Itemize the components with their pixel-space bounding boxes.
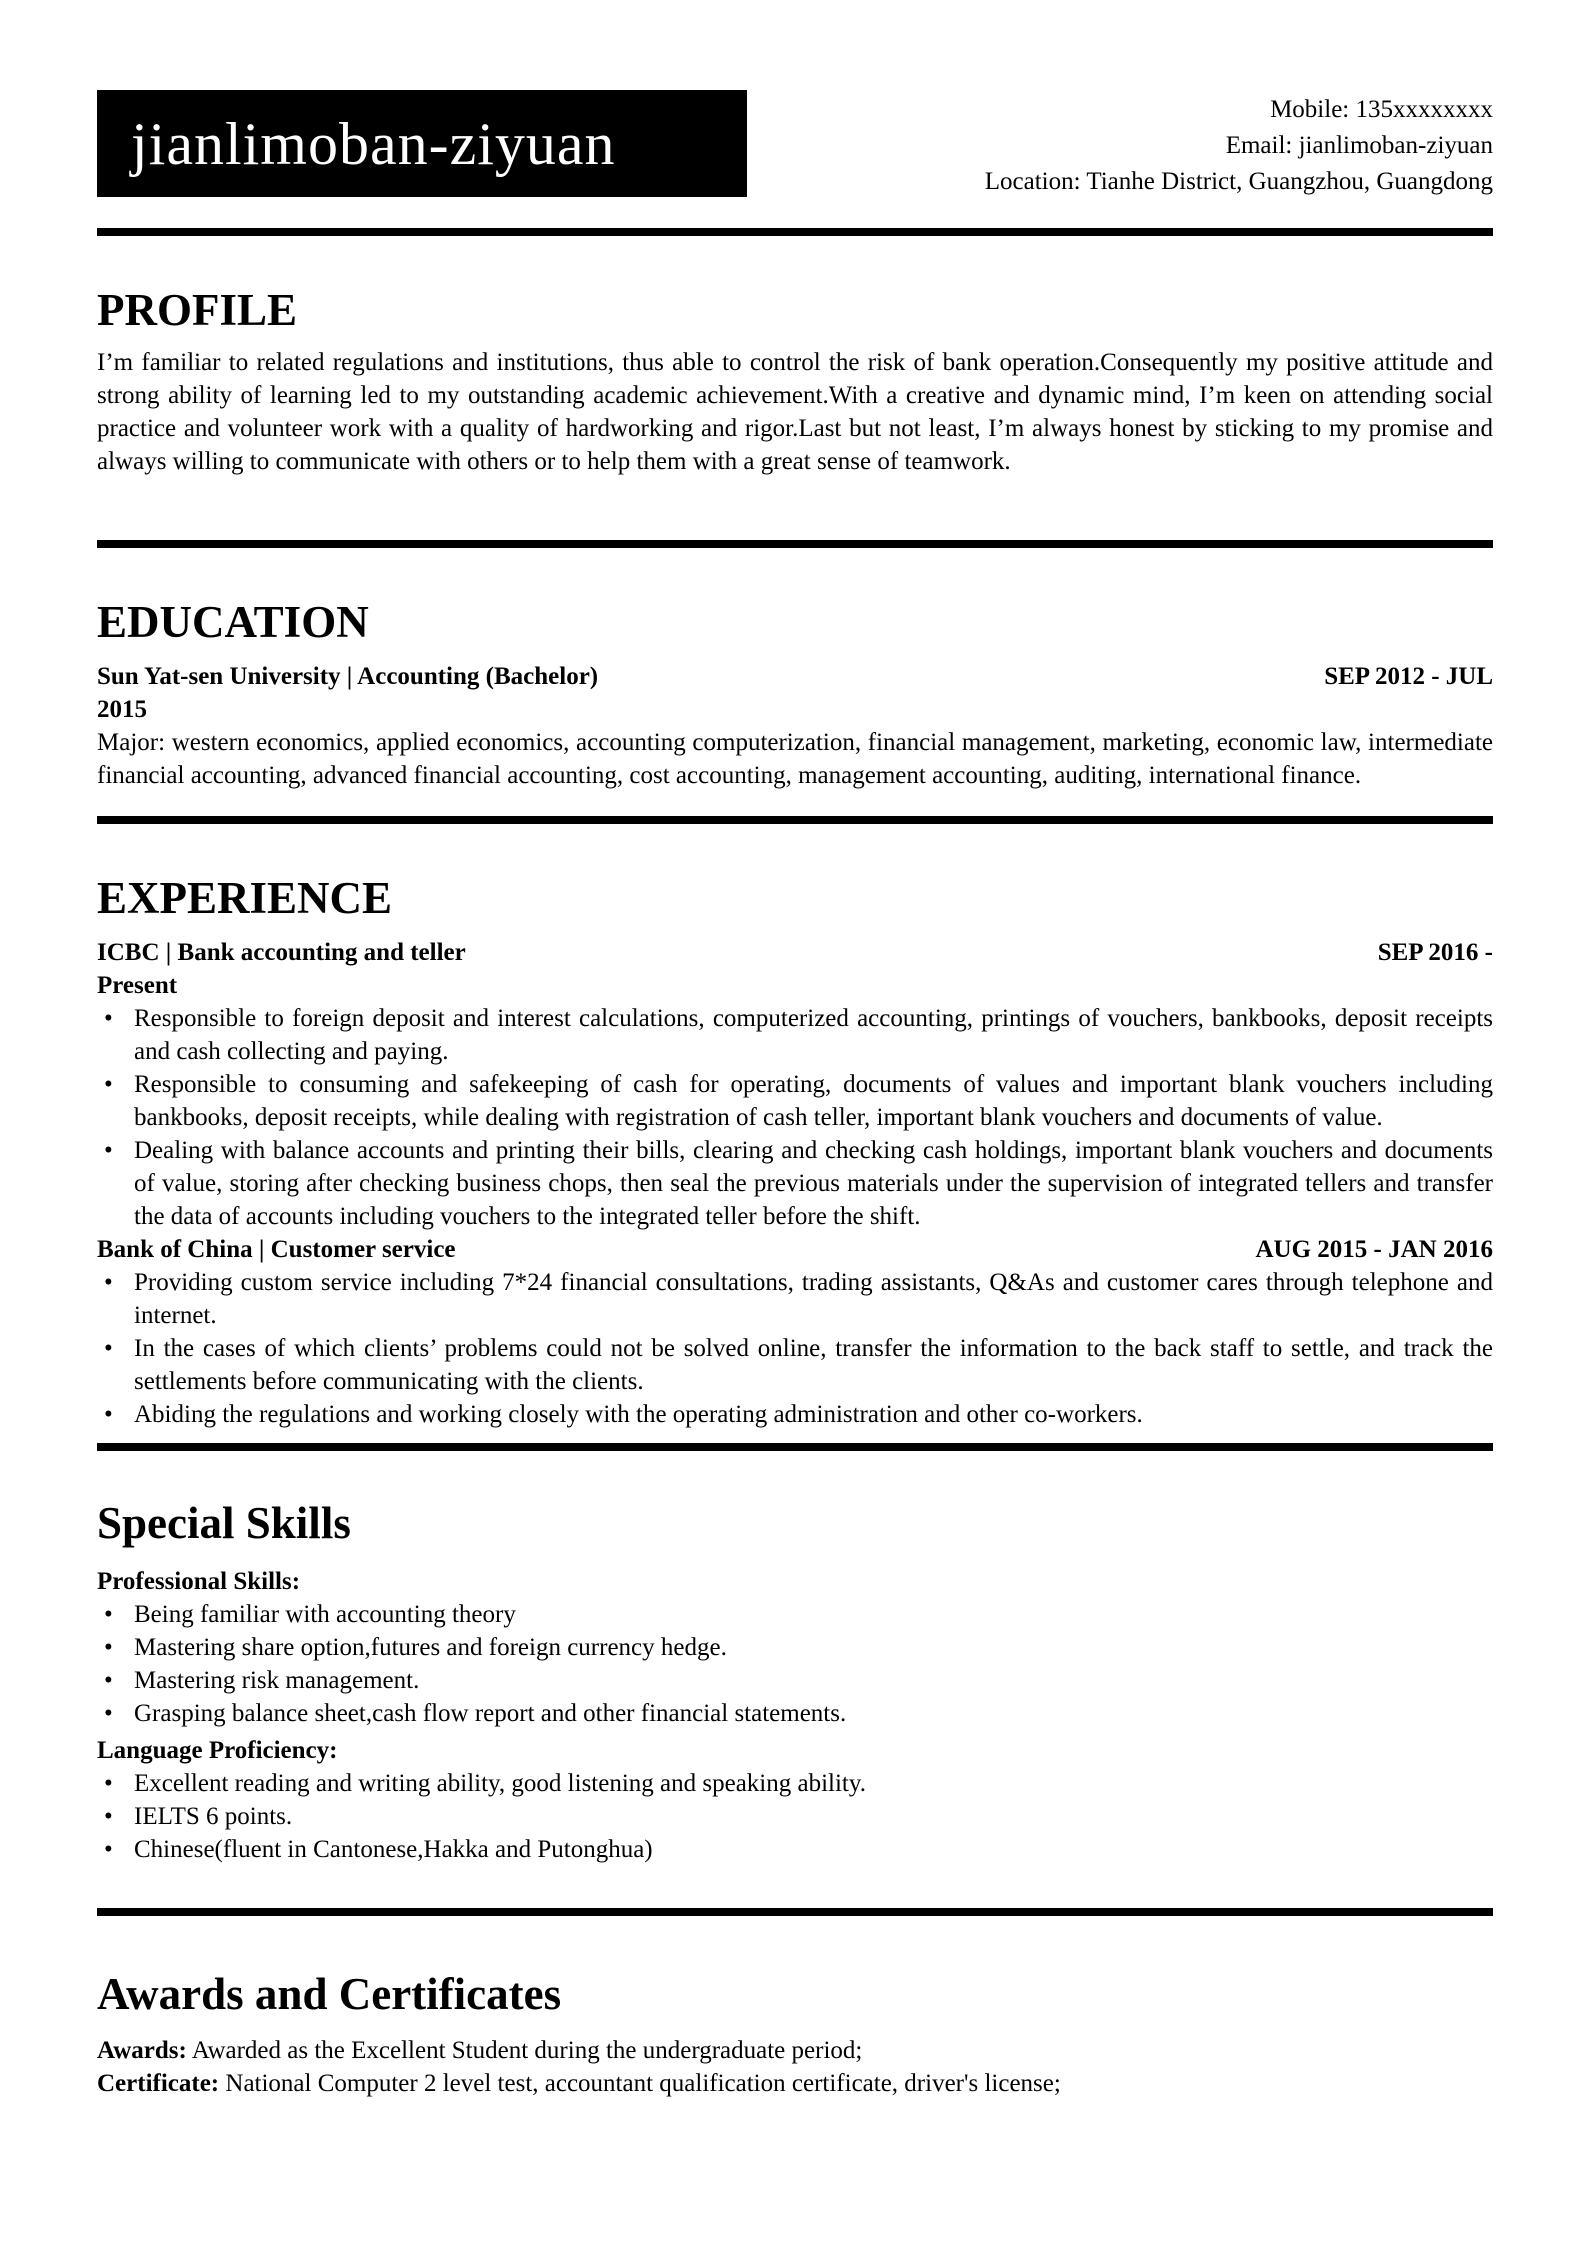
award-text: Awarded as the Excellent Student during the undergraduate period; [191, 2037, 863, 2064]
experience-bullet-list [97, 1266, 1493, 1431]
experience-entry-title: Bank of China | Customer service [97, 1236, 456, 1263]
bullet-text: Mastering risk management. [134, 1667, 420, 1694]
section-divider [97, 1443, 1493, 1451]
list-item [97, 1266, 1493, 1332]
section-experience [97, 874, 1493, 1431]
section-awards [97, 1970, 1493, 2100]
contact-email: Email: jianlimoban-ziyuan [1225, 132, 1493, 159]
skills-group-label: Professional Skills: [97, 1568, 301, 1595]
contact-info [985, 90, 1493, 200]
section-skills [97, 1499, 1493, 1866]
bullet-icon: • [104, 1401, 113, 1428]
profile-text: I’m familiar to related regulations and institutions, thus able to control the risk of bank operation.Consequently my positive attitude and strong ability of learning led to my outstanding academic achievement.With a creative and dynamic mind, I’m keen on attending social practice and volunteer work with a quality of hardworking and rigor.Last but not least, I’m always honest by sticking to my promise and always willing to communicate with others or to help them with a great sense of teamwork. [97, 349, 1493, 475]
award-label: Certificate: [97, 2070, 220, 2097]
education-entry-title: Sun Yat-sen University | Accounting (Bachelor) [97, 663, 599, 690]
contact-mobile: Mobile: 135xxxxxxxx [1270, 96, 1493, 123]
bullet-text: Mastering share option,futures and foreign currency hedge. [134, 1634, 727, 1661]
education-entry [97, 660, 1493, 792]
experience-entry [97, 1233, 1493, 1431]
list-item [97, 1800, 1493, 1833]
skills-bullet-list [97, 1598, 1493, 1730]
education-heading: EDUCATION [97, 597, 369, 647]
skills-group-label: Language Proficiency: [97, 1737, 338, 1764]
bullet-text: Being familiar with accounting theory [134, 1601, 516, 1628]
experience-entry-head-row [97, 1233, 1493, 1266]
experience-entry-date-wrap: Present [97, 972, 178, 999]
education-entry-date: SEP 2012 - JUL [1324, 663, 1493, 690]
list-item [97, 1697, 1493, 1730]
awards-heading: Awards and Certificates [97, 1969, 562, 2019]
skills-bullet-list [97, 1767, 1493, 1866]
bullet-icon: • [104, 1137, 113, 1164]
bullet-icon: • [104, 1269, 113, 1296]
section-divider [97, 540, 1493, 548]
list-item [97, 1598, 1493, 1631]
header [97, 90, 1493, 200]
list-item [97, 1398, 1493, 1431]
bullet-text: IELTS 6 points. [134, 1803, 293, 1830]
section-divider [97, 1908, 1493, 1916]
bullet-text: Dealing with balance accounts and printing their bills, clearing and checking cash holdings, important blank vouchers and documents of value, storing after checking business chops, then seal the previous materials under the supervision of integrated tellers and transfer the data of accounts including vouchers to the integrated teller before the shift. [134, 1137, 1493, 1230]
bullet-text: Abiding the regulations and working closely with the operating administration and other co-workers. [134, 1401, 1143, 1428]
award-line [97, 2067, 1493, 2100]
list-item [97, 1664, 1493, 1697]
experience-entry-title: ICBC | Bank accounting and teller [97, 939, 466, 966]
profile-heading: PROFILE [97, 285, 298, 335]
bullet-text: Chinese(fluent in Cantonese,Hakka and Putonghua) [134, 1836, 653, 1863]
bullet-text: Excellent reading and writing ability, good listening and speaking ability. [134, 1770, 867, 1797]
skills-group [97, 1565, 1493, 1730]
list-item [97, 1833, 1493, 1866]
experience-entry-date: AUG 2015 - JAN 2016 [1255, 1236, 1493, 1263]
experience-entry-head [97, 936, 1493, 1002]
list-item [97, 1002, 1493, 1068]
bullet-icon: • [104, 1335, 113, 1362]
skills-group [97, 1734, 1493, 1866]
section-divider [97, 816, 1493, 824]
award-text: National Computer 2 level test, accountant qualification certificate, driver's license; [225, 2070, 1061, 2097]
experience-entry [97, 936, 1493, 1233]
skills-heading: Special Skills [97, 1498, 351, 1548]
bullet-icon: • [104, 1601, 113, 1628]
candidate-name: jianlimoban-ziyuan [131, 110, 616, 177]
bullet-icon: • [104, 1803, 113, 1830]
section-divider [97, 228, 1493, 236]
list-item [97, 1332, 1493, 1398]
experience-entry-head-row [97, 936, 1493, 969]
bullet-icon: • [104, 1836, 113, 1863]
bullet-icon: • [104, 1005, 113, 1032]
bullet-icon: • [104, 1770, 113, 1797]
bullet-text: Responsible to foreign deposit and interest calculations, computerized accounting, printings of vouchers, bankbooks, deposit receipts and cash collecting and paying. [134, 1005, 1493, 1065]
award-line [97, 2034, 1493, 2067]
bullet-icon: • [104, 1700, 113, 1727]
experience-bullet-list [97, 1002, 1493, 1233]
bullet-icon: • [104, 1071, 113, 1098]
education-entry-date-wrap: 2015 [97, 696, 147, 723]
name-box [97, 90, 747, 197]
experience-heading: EXPERIENCE [97, 873, 393, 923]
bullet-icon: • [104, 1667, 113, 1694]
list-item [97, 1631, 1493, 1664]
bullet-text: Responsible to consuming and safekeeping of cash for operating, documents of values and important blank vouchers including bankbooks, deposit receipts, while dealing with registration of cash teller, important blank vouchers and documents of value. [134, 1071, 1493, 1131]
list-item [97, 1767, 1493, 1800]
education-entry-head-row [97, 660, 1493, 693]
section-profile [97, 286, 1493, 478]
bullet-icon: • [104, 1634, 113, 1661]
bullet-text: Grasping balance sheet,cash flow report and other financial statements. [134, 1700, 847, 1727]
section-education [97, 598, 1493, 792]
experience-entry-date: SEP 2016 - [1377, 939, 1493, 966]
bullet-text: In the cases of which clients’ problems could not be solved online, transfer the information to the back staff to settle, and track the settlements before communicating with the clients. [134, 1335, 1493, 1395]
experience-entry-head [97, 1233, 1493, 1266]
list-item [97, 1068, 1493, 1134]
award-label: Awards: [97, 2037, 187, 2064]
list-item [97, 1134, 1493, 1233]
bullet-text: Providing custom service including 7*24 financial consultations, trading assistants, Q&As and customer cares through telephone and internet. [134, 1269, 1493, 1329]
contact-location: Location: Tianhe District, Guangzhou, Guangdong [984, 168, 1493, 195]
education-entry-description: Major: western economics, applied economics, accounting computerization, financial management, marketing, economic law, intermediate financial accounting, advanced financial accounting, cost accounting, management accounting, auditing, international finance. [97, 729, 1493, 789]
education-entry-head [97, 660, 1493, 726]
